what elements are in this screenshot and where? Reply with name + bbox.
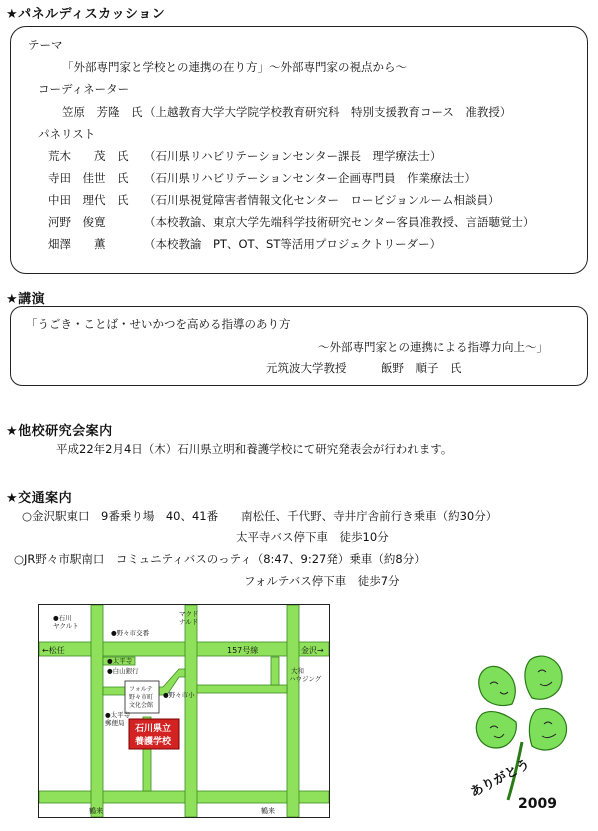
coordinator-label: コーディネーター: [38, 82, 130, 96]
panelist-name: 荒木 茂 氏: [48, 149, 129, 163]
lecture-subtitle: ～外部専門家との連携による指導力向上～」: [318, 340, 548, 354]
access-line1b: 太平寺バス停下車 徒歩10分: [236, 530, 389, 544]
clover-logo: [470, 652, 582, 812]
access-map: [38, 604, 330, 818]
label-nonoichi-koban: ●野々市交番: [111, 629, 150, 637]
lecture-speaker: 元筑波大学教授 飯野 順子 氏: [266, 361, 462, 375]
label-matto: ←松任: [42, 646, 65, 655]
lecture-heading: ★講演: [6, 292, 46, 307]
label-route157: 157号線: [227, 646, 259, 655]
label-forte: フォルテ 野々市町 文化会館: [129, 686, 154, 709]
label-daiwa-housing: 大和 ハウジング: [289, 667, 322, 683]
label-ishikawa-yakult-l1: ●石川: [53, 614, 72, 622]
theme-text: 「外部専門家と学校との連携の在り方」～外部専門家の視点から～: [62, 60, 407, 74]
clover-svg: [470, 652, 582, 812]
panelist-name: 河野 俊寛: [48, 215, 106, 229]
access-line1: ○金沢駅東口 9番乗り場 40、41番 南松任、千代野、寺井庁舎前行き乗車（約30分）: [22, 509, 498, 523]
label-taiheiji-post: ●太平寺 郵便局: [105, 711, 131, 727]
label-school-l1: 石川県立: [135, 724, 172, 734]
label-hakusan-bank: ●白山銀行: [107, 667, 139, 675]
access-heading: ★交通案内: [6, 491, 73, 506]
coordinator-affiliation: （上越教育大学大学院学校教育研究科 特別支援教育コース 准教授）: [144, 105, 512, 119]
access-line2b: フォルテバス停下車 徒歩7分: [244, 574, 400, 588]
map-svg: [39, 605, 329, 817]
panelist-name: 寺田 佳世 氏: [48, 171, 129, 185]
other-heading: ★他校研究会案内: [6, 424, 113, 439]
access-line2: ○JR野々市駅南口 コミュニティバスのっティ（8:47、9:27発）乗車（約8分）: [14, 552, 426, 566]
label-taiheiji: ●太平寺: [107, 657, 133, 665]
theme-label: テーマ: [28, 38, 63, 52]
panelist-affiliation: （石川県視覚障害者情報文化センター ロービジョンルーム相談員）: [144, 193, 500, 207]
panelist-affiliation: （本校教諭 PT、OT、ST等活用プロジェクトリーダー）: [144, 237, 442, 251]
panelist-name: 中田 理代 氏: [48, 193, 129, 207]
other-text: 平成22年2月4日（木）石川県立明和養護学校にて研究発表会が行われます。: [56, 442, 453, 456]
panelist-affiliation: （石川県リハビリテーションセンター課長 理学療法士）: [144, 149, 442, 163]
label-macdonald: マクド ナルド: [179, 610, 199, 626]
logo-year: 2009: [518, 796, 557, 812]
label-tsuruku-right: 鶴来: [261, 807, 275, 815]
panelist-affiliation: （本校教諭、東京大学先端科学技術研究センター客員准教授、言語聴覚士）: [144, 215, 535, 229]
label-school-l2: 養護学校: [135, 737, 172, 747]
panelist-affiliation: （石川県リハビリテーションセンター企画専門員 作業療法士）: [144, 171, 477, 185]
label-nonoichi-sho: ●野々市小: [163, 691, 195, 699]
coordinator-name: 笠原 芳隆 氏: [62, 105, 143, 119]
map-roads: [39, 605, 329, 817]
label-tsuruku-left: 鶴来: [89, 807, 103, 815]
panelist-name: 畑澤 薫: [48, 237, 106, 251]
label-ishikawa-yakult: [53, 613, 79, 630]
logo-text: ありがとう: [470, 756, 533, 801]
panelists-label: パネリスト: [38, 127, 96, 141]
lecture-title: 「うごき・ことば・せいかつを高める指導のあり方: [26, 317, 291, 331]
panel-heading: ★パネルディスカッション: [6, 7, 166, 22]
label-kanazawa: 金沢→: [301, 646, 324, 655]
label-ishikawa-yakult-l2: ヤクルト: [53, 622, 79, 630]
